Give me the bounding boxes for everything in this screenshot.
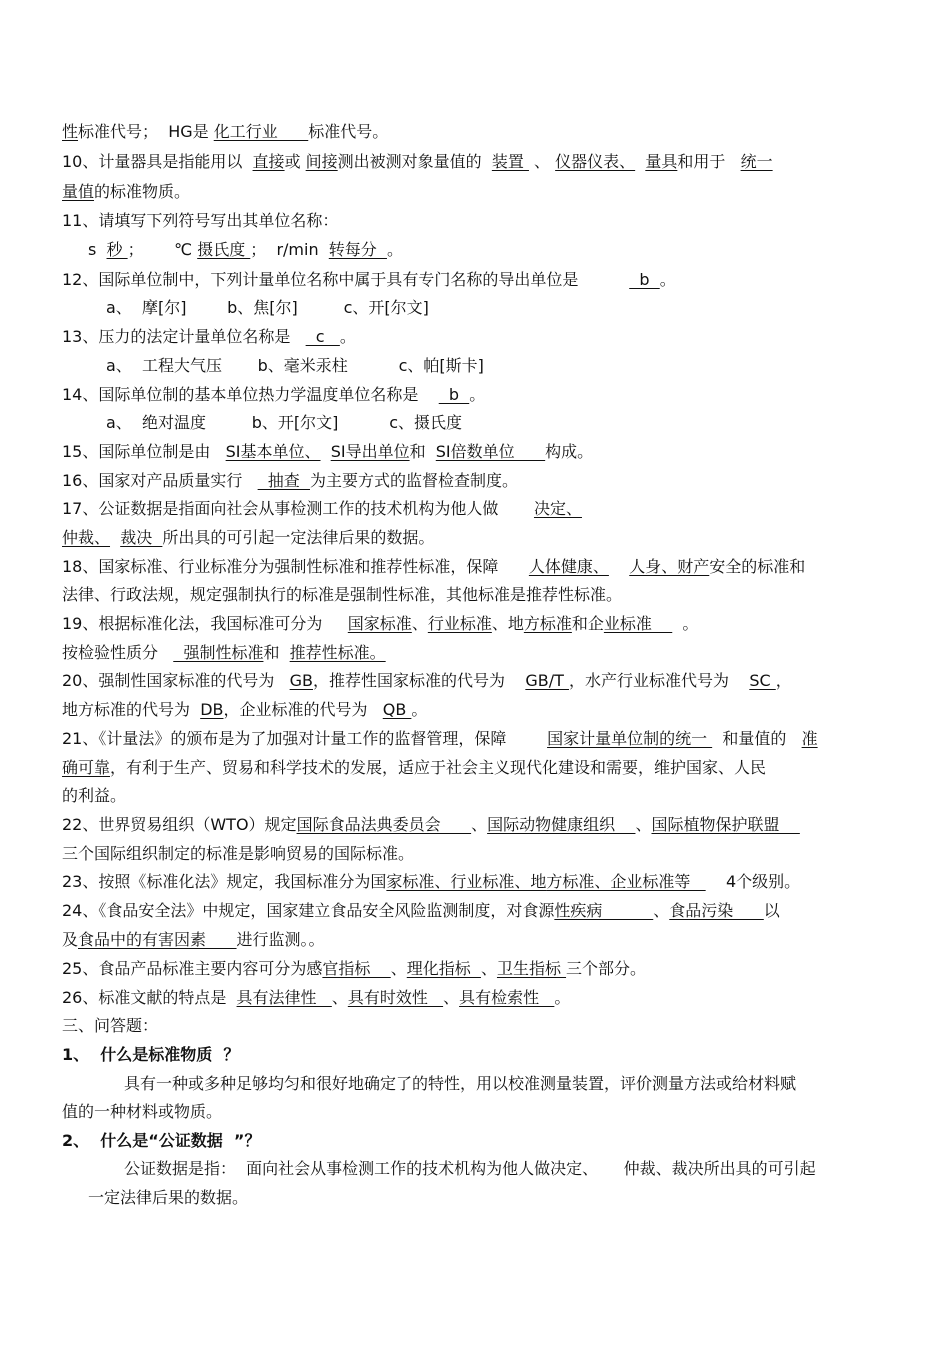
text-line <box>62 471 902 491</box>
text-line <box>62 1016 902 1036</box>
text-segment: 、地 <box>491 614 524 633</box>
text-line <box>62 442 902 462</box>
text-line <box>88 1188 928 1208</box>
text-segment: 。 <box>469 385 486 404</box>
answer-blank: 量值 <box>62 182 95 201</box>
text-line <box>62 786 902 806</box>
answer-blank: 仲裁、 <box>62 528 111 547</box>
text-segment: ，推荐性国家标准的代号为 <box>313 671 526 690</box>
text-segment: 。 <box>672 614 699 633</box>
answer-blank: 国际食品法典委员会 <box>296 815 472 834</box>
answer-blank: 直接 <box>252 152 285 171</box>
answer-blank: 具有时效性 <box>347 988 444 1007</box>
text-line <box>62 1131 902 1151</box>
answer-blank: 人身、财产 <box>629 557 710 576</box>
text-line <box>62 122 902 142</box>
text-segment: 、 <box>528 152 556 171</box>
text-segment: 20、强制性国家标准的代号为 <box>62 671 290 690</box>
answer-blank: QB <box>382 700 412 719</box>
text-segment: 25、食品产品标准主要内容可分为感 <box>62 959 323 978</box>
answer-blank: 化工行业 <box>213 122 309 141</box>
answer-blank: 国际动物健康组织 <box>487 815 636 834</box>
text-segment: 具有一种或多种足够均匀和很好地确定了的特性，用以校准测量装置，评价测量方法或给材料赋 <box>124 1074 797 1093</box>
text-segment: 、 <box>480 959 497 978</box>
answer-blank: SI导出单位 <box>330 442 410 461</box>
text-segment: 。 <box>659 270 676 289</box>
text-segment: 为主要方式的监督检查制度。 <box>309 471 518 490</box>
answer-blank: 国家计量单位制的统一 <box>547 729 713 748</box>
answer-blank: 国家标准 <box>347 614 412 633</box>
text-segment: a、 工程大气压 b、毫米汞柱 c、帕[斯卡] <box>106 356 484 375</box>
text-segment: 三个国际组织制定的标准是影响贸易的国际标准。 <box>62 844 415 863</box>
text-line <box>62 815 902 835</box>
text-segment: 22、世界贸易组织（WTO）规定 <box>62 815 297 834</box>
text-segment: 18、国家标准、行业标准分为强制性标准和推荐性标准，保障 <box>62 557 529 576</box>
text-segment: ，水产行业标准代号为 <box>568 671 750 690</box>
text-segment: 所出具的可引起一定法律后果的数据。 <box>162 528 435 547</box>
text-segment: ，企业标准的代号为 <box>223 700 383 719</box>
text-segment: 。 <box>554 988 571 1007</box>
text-segment: 15、国际单位制是由 <box>62 442 226 461</box>
text-segment <box>635 152 645 171</box>
text-segment: 和量值的 <box>712 729 802 748</box>
text-segment: 按检验性质分 <box>62 643 174 662</box>
text-line <box>62 152 902 172</box>
text-line <box>62 758 902 778</box>
text-line <box>62 614 902 634</box>
answer-blank: 抽查 <box>257 471 310 490</box>
text-segment: 。 <box>386 240 403 259</box>
text-line <box>62 182 902 202</box>
text-line <box>62 872 902 892</box>
text-line <box>62 700 902 720</box>
text-segment: 测出被测对象量值的 <box>337 152 492 171</box>
answer-blank: 食品中的有害因素 <box>78 930 237 949</box>
text-segment <box>110 528 120 547</box>
answer-blank: 国际植物保护联盟 <box>651 815 800 834</box>
text-segment: 4个级别。 <box>705 872 801 891</box>
text-segment: 、 <box>331 988 348 1007</box>
text-line <box>62 671 902 691</box>
text-segment: 和企 <box>571 614 604 633</box>
text-segment: 26、标准文献的特点是 <box>62 988 237 1007</box>
text-segment: 。 <box>339 327 356 346</box>
answer-blank: 方标准、企业标准等 <box>546 872 706 891</box>
text-segment: ，有利于生产、贸易和科学技术的发展，适应于社会主义现代化建设和需要，维护国家、人民 <box>110 758 767 777</box>
answer-blank: 间接 <box>305 152 338 171</box>
answer-blank: 准 <box>801 729 818 748</box>
answer-blank: 量具 <box>645 152 678 171</box>
text-segment: 19、根据标准化法，我国标准可分为 <box>62 614 348 633</box>
text-line <box>62 385 902 405</box>
text-line <box>62 327 902 347</box>
answer-blank: 统一 <box>740 152 773 171</box>
text-line <box>62 988 902 1008</box>
text-segment: 或 <box>284 152 306 171</box>
answer-blank: 性疾病 <box>554 901 654 920</box>
text-segment: 标准代号； HG是 <box>78 122 214 141</box>
text-line <box>124 1159 950 1179</box>
text-segment: 三个部分。 <box>566 959 647 978</box>
text-segment: 标准代号。 <box>308 122 389 141</box>
text-segment: 值的一种材料或物质。 <box>62 1102 223 1121</box>
text-segment: 16、国家对产品质量实行 <box>62 471 258 490</box>
answer-blank: GB <box>289 671 313 690</box>
text-segment: 的标准物质。 <box>94 182 191 201</box>
answer-blank: DB <box>200 700 224 719</box>
text-line <box>62 643 902 663</box>
text-segment: 、 <box>411 614 428 633</box>
answer-blank: b <box>629 270 660 289</box>
text-line <box>62 1045 902 1065</box>
text-segment: s <box>88 240 107 259</box>
answer-blank: c <box>305 327 340 346</box>
text-segment: 、 <box>653 901 670 920</box>
text-segment: 12、国际单位制中，下列计量单位名称中属于具有专门名称的导出单位是 <box>62 270 630 289</box>
text-segment: 、 <box>390 959 407 978</box>
answer-blank: SC <box>749 671 776 690</box>
answer-blank: 决定、 <box>533 499 582 518</box>
text-segment: 14、国际单位制的基本单位热力学温度单位名称是 <box>62 385 439 404</box>
answer-blank: 业标准 <box>603 614 673 633</box>
answer-blank: 理化指标 <box>406 959 481 978</box>
text-segment <box>321 442 331 461</box>
answer-blank: 转每分 <box>328 240 387 259</box>
text-line <box>62 499 902 519</box>
answer-blank: 摄氏度 <box>197 240 251 259</box>
text-segment: 三、问答题： <box>62 1016 159 1035</box>
text-segment: ； r/min <box>250 240 329 259</box>
text-segment: 1、 什么是标准物质 ？ <box>62 1045 240 1064</box>
text-segment: a、 摩[尔] b、焦[尔] c、开[尔文] <box>106 298 429 317</box>
answer-blank: 家标准、行业标准、地 <box>386 872 547 891</box>
text-line <box>106 356 946 376</box>
text-segment: 24、《食品安全法》中规定，国家建立食品安全风险监测制度，对食源 <box>62 901 555 920</box>
text-segment: 10、计量器具是指能用以 <box>62 152 253 171</box>
text-segment: 和 <box>409 442 436 461</box>
answer-blank: 食品污染 <box>669 901 764 920</box>
answer-blank: 具有法律性 <box>236 988 332 1007</box>
text-line <box>62 585 902 605</box>
text-segment: 、 <box>635 815 652 834</box>
text-segment: 。 <box>411 700 428 719</box>
answer-blank: 卫生指标 <box>496 959 567 978</box>
text-segment: 的利益。 <box>62 786 127 805</box>
text-segment: 构成。 <box>545 442 594 461</box>
text-segment: 安全的标准和 <box>709 557 806 576</box>
text-segment: 23、按照《标准化法》规定，我国标准分为国 <box>62 872 387 891</box>
text-segment: ； ℃ <box>127 240 198 259</box>
text-segment: 进行监测。。 <box>236 930 325 949</box>
text-line <box>124 1074 950 1094</box>
text-segment: 2、 什么是“公证数据 ”？ <box>62 1131 261 1150</box>
text-line <box>62 844 902 864</box>
text-segment: 13、压力的法定计量单位名称是 <box>62 327 306 346</box>
answer-blank: SI基本单位、 <box>225 442 321 461</box>
answer-blank: b <box>438 385 470 404</box>
answer-blank: 方标准 <box>523 614 572 633</box>
text-line <box>62 1102 902 1122</box>
answer-blank: 行业标准 <box>427 614 492 633</box>
text-segment: 17、公证数据是指面向社会从事检测工作的技术机构为他人做 <box>62 499 534 518</box>
answer-blank: 性 <box>62 122 79 141</box>
text-line <box>88 240 928 260</box>
text-segment: 法律、行政法规，规定强制执行的标准是强制性标准，其他标准是推荐性标准。 <box>62 585 623 604</box>
text-segment: 一定法律后果的数据。 <box>88 1188 249 1207</box>
text-segment <box>609 557 629 576</box>
text-segment: 11、请填写下列符号写出其单位名称： <box>62 211 339 230</box>
answer-blank: 确可靠 <box>62 758 111 777</box>
text-line <box>62 270 902 290</box>
text-line <box>62 211 902 231</box>
answer-blank: GB/T <box>525 671 569 690</box>
text-line <box>62 959 902 979</box>
text-line <box>62 557 902 577</box>
text-segment: 和用于 <box>677 152 741 171</box>
answer-blank: 装置 <box>491 152 529 171</box>
text-segment: 、 <box>471 815 488 834</box>
answer-blank: 仪器仪表、 <box>555 152 636 171</box>
answer-blank: 推荐性标准。 <box>289 643 386 662</box>
answer-blank: 裁决 <box>120 528 163 547</box>
text-segment: 以 <box>763 901 780 920</box>
text-line <box>62 528 902 548</box>
answer-blank: SI倍数单位 <box>435 442 546 461</box>
text-line <box>106 413 946 433</box>
text-segment: 公证数据是指： 面向社会从事检测工作的技术机构为他人做决定、 仲裁、裁决所出具的可引起 <box>124 1159 816 1178</box>
text-line <box>62 930 902 950</box>
text-segment: 21、《计量法》的颁布是为了加强对计量工作的监督管理，保障 <box>62 729 548 748</box>
answer-blank: 秒 <box>106 240 128 259</box>
text-line <box>62 729 902 749</box>
text-line <box>62 901 902 921</box>
text-segment: a、 绝对温度 b、开[尔文] c、摄氏度 <box>106 413 463 432</box>
answer-blank: 强制性标准 <box>173 643 264 662</box>
text-segment: 、 <box>443 988 460 1007</box>
text-segment: 及 <box>62 930 79 949</box>
text-segment: 地方标准的代号为 <box>62 700 201 719</box>
answer-blank: 人体健康、 <box>528 557 609 576</box>
answer-blank: 官指标 <box>322 959 391 978</box>
text-segment: ， <box>775 671 792 690</box>
text-segment: 和 <box>263 643 290 662</box>
answer-blank: 具有检索性 <box>459 988 555 1007</box>
text-line <box>106 298 946 318</box>
